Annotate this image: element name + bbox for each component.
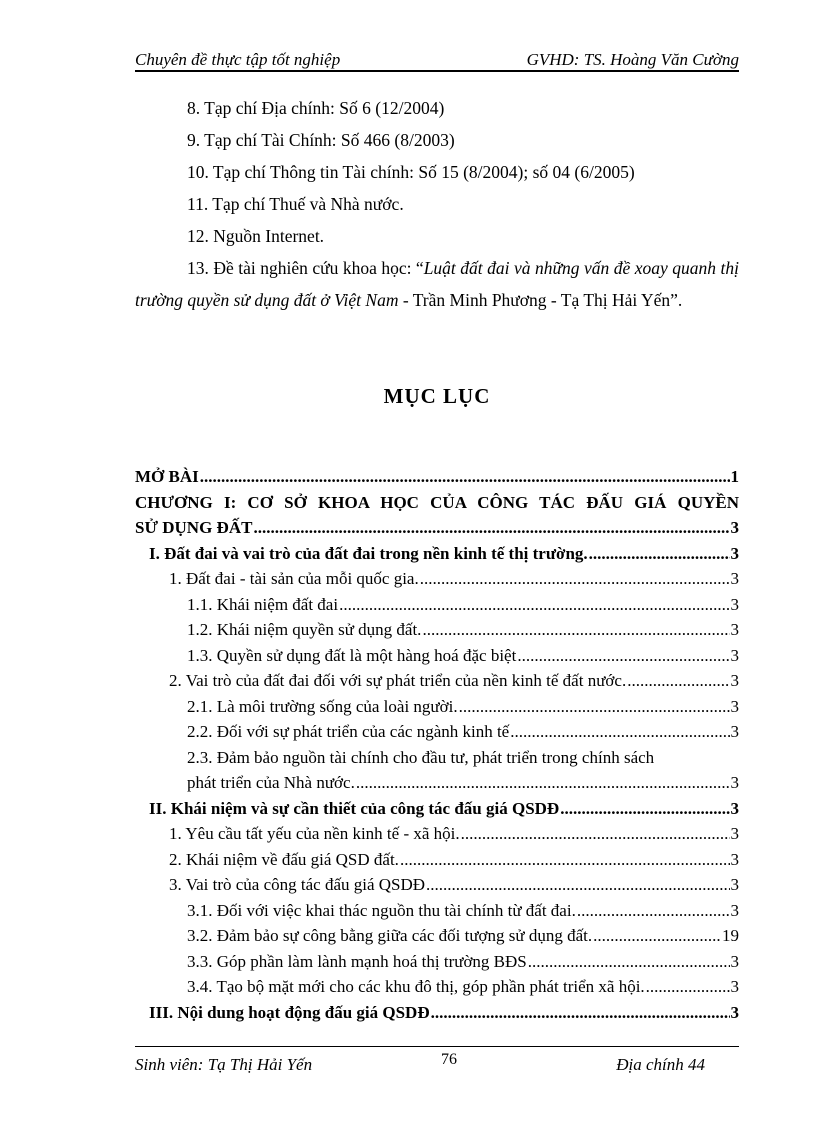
toc-entry-chuong-1-line1[interactable]: CHƯƠNG I: CƠ SỞ KHOA HỌC CỦA CÔNG TÁC ĐẤU GIÁ QUYỀN bbox=[135, 492, 739, 512]
toc-entry-chuong-1[interactable]: SỬ DỤNG ĐẤT ..... 3 bbox=[135, 515, 739, 541]
page-footer bbox=[135, 1046, 739, 1076]
reference-13-prefix: 13. Đề tài nghiên cứu khoa học: “ bbox=[187, 258, 424, 278]
toc-entry-2[interactable]: 2. Vai trò của đất đai đối với sự phát triển của nền kinh tế đất nước. ..... 3 bbox=[135, 668, 739, 694]
toc-entry-1[interactable]: 1. Đất đai - tài sản của mỗi quốc gia. ..... 3 bbox=[135, 566, 739, 592]
table-of-contents bbox=[135, 464, 739, 1025]
toc-entry-ii-3-4[interactable]: 3.4. Tạo bộ mặt mới cho các khu đô thị, góp phần phát triển xã hội. ..... 3 bbox=[135, 974, 739, 1000]
reference-13-suffix: - Trần Minh Phương - Tạ Thị Hải Yến”. bbox=[398, 290, 683, 310]
reference-item: 9. Tạp chí Tài Chính: Số 466 (8/2003) bbox=[187, 130, 455, 150]
reference-item: 10. Tạp chí Thông tin Tài chính: Số 15 (8/2004); số 04 (6/2005) bbox=[187, 162, 635, 182]
header-title: Chuyên đề thực tập tốt nghiệp bbox=[135, 50, 341, 69]
toc-entry-ii-3-2[interactable]: 3.2. Đảm bảo sự công bằng giữa các đối tượng sử dụng đất. ..... 19 bbox=[135, 923, 739, 949]
toc-entry-ii-2[interactable]: 2. Khái niệm về đấu giá QSD đất. ..... 3 bbox=[135, 847, 739, 873]
toc-entry-mo-bai[interactable]: MỞ BÀI ..... 1 bbox=[135, 464, 739, 490]
reference-item: 11. Tạp chí Thuế và Nhà nước. bbox=[187, 194, 404, 214]
toc-entry-1-1[interactable]: 1.1. Khái niệm đất đai ..... 3 bbox=[135, 592, 739, 618]
toc-entry-2-1[interactable]: 2.1. Là môi trường sống của loài người. ..... 3 bbox=[135, 694, 739, 720]
toc-entry-ii-3-1[interactable]: 3.1. Đối với việc khai thác nguồn thu tài chính từ đất đai. ..... 3 bbox=[135, 898, 739, 924]
toc-entry-2-2[interactable]: 2.2. Đối với sự phát triển của các ngành kinh tế ..... 3 bbox=[135, 719, 739, 745]
header-advisor: GVHD: TS. Hoàng Văn Cường bbox=[526, 50, 739, 69]
toc-entry-1-3[interactable]: 1.3. Quyền sử dụng đất là một hàng hoá đặc biệt ..... 3 bbox=[135, 643, 739, 669]
page-number: 76 bbox=[441, 1051, 457, 1068]
toc-entry-2-3-line1[interactable]: 2.3. Đảm bảo nguồn tài chính cho đầu tư, phát triển trong chính sách bbox=[187, 747, 655, 767]
toc-entry-section-3[interactable]: III. Nội dung hoạt động đấu giá QSDĐ ..... 3 bbox=[135, 1000, 739, 1026]
toc-entry-ii-3[interactable]: 3. Vai trò của công tác đấu giá QSDĐ ..... 3 bbox=[135, 872, 739, 898]
reference-item: 8. Tạp chí Địa chính: Số 6 (12/2004) bbox=[187, 98, 445, 118]
toc-entry-section-2[interactable]: II. Khái niệm và sự cần thiết của công tác đấu giá QSDĐ ..... 3 bbox=[135, 796, 739, 822]
reference-item-13 bbox=[135, 252, 739, 316]
reference-13-title: Luật đất đai và những vấn đề xoay quanh thị trường quyền sử dụng đất ở Việt Nam bbox=[135, 258, 739, 310]
footer-student: Sinh viên: Tạ Thị Hải Yến bbox=[135, 1055, 313, 1074]
reference-list bbox=[135, 92, 739, 316]
toc-entry-section-1[interactable]: I. Đất đai và vai trò của đất đai trong nền kinh tế thị trường. ..... 3 bbox=[135, 541, 739, 567]
reference-item: 12. Nguồn Internet. bbox=[187, 226, 325, 246]
footer-class: Địa chính 44 bbox=[616, 1055, 705, 1074]
toc-entry-ii-3-3[interactable]: 3.3. Góp phần làm lành mạnh hoá thị trường BĐS ..... 3 bbox=[135, 949, 739, 975]
page-header bbox=[135, 50, 739, 72]
toc-title: MỤC LỤC bbox=[383, 384, 491, 408]
toc-entry-2-3[interactable]: phát triển của Nhà nước. ..... 3 bbox=[135, 770, 739, 796]
toc-entry-ii-1[interactable]: 1. Yêu cầu tất yếu của nền kinh tế - xã hội. ..... 3 bbox=[135, 821, 739, 847]
toc-entry-1-2[interactable]: 1.2. Khái niệm quyền sử dụng đất. ..... 3 bbox=[135, 617, 739, 643]
